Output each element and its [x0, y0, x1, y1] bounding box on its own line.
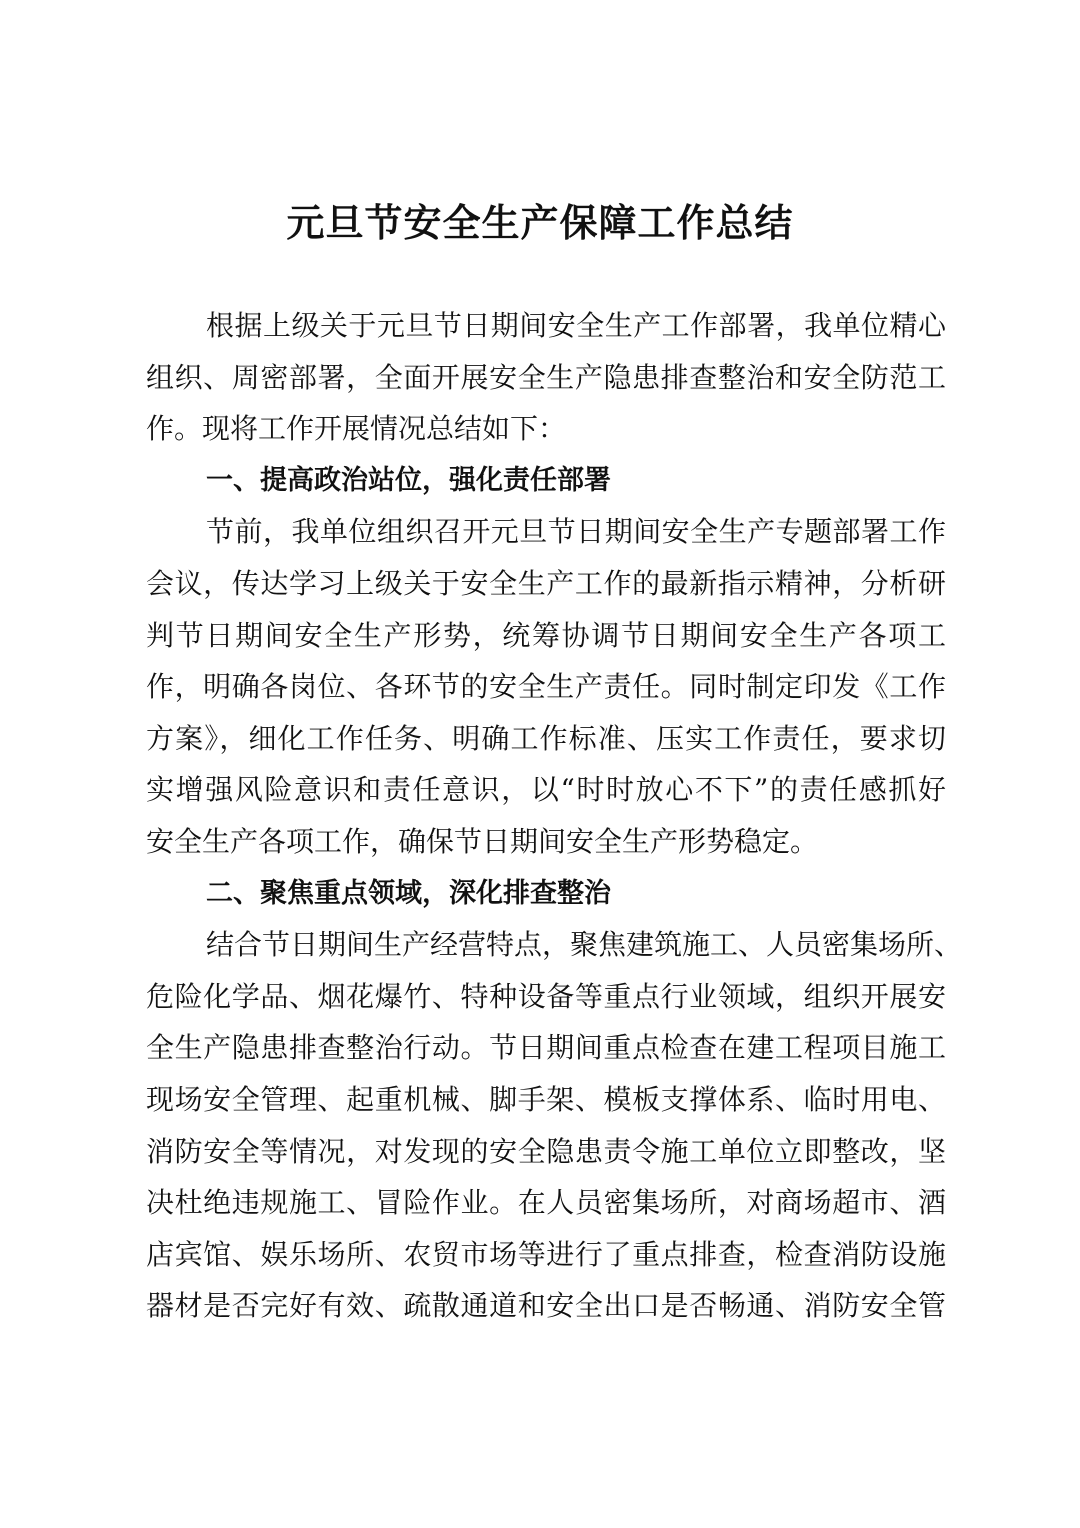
paragraph-line: 根据上级关于元旦节日期间安全生产工作部署，我单位精心 [206, 309, 946, 342]
section-heading-1: 一、提高政治站位，强化责任部署 [206, 464, 611, 496]
paragraph-line: 决杜绝违规施工、冒险作业。在人员密集场所，对商场超市、酒 [146, 1186, 946, 1220]
paragraph-line: 组织、周密部署，全面开展安全生产隐患排查整治和安全防范工 [146, 360, 946, 394]
section-heading-2: 二、聚焦重点领域，深化排查整治 [206, 877, 611, 909]
paragraph-line: 实增强风险意识和责任意识，以“时时放心不下”的责任感抓好 [146, 773, 946, 807]
paragraph-line: 方案》，细化工作任务、明确工作标准、压实工作责任，要求切 [146, 721, 946, 755]
paragraph-line: 作，明确各岗位、各环节的安全生产责任。同时制定印发《工作 [146, 670, 946, 704]
document-title: 元旦节安全生产保障工作总结 [286, 200, 794, 245]
paragraph-line: 安全生产各项工作，确保节日期间安全生产形势稳定。 [146, 824, 819, 858]
paragraph-line: 全生产隐患排查整治行动。节日期间重点检查在建工程项目施工 [146, 1031, 946, 1065]
paragraph-line: 会议，传达学习上级关于安全生产工作的最新指示精神，分析研 [146, 566, 946, 600]
paragraph-line: 消防安全等情况，对发现的安全隐患责令施工单位立即整改，坚 [146, 1134, 946, 1168]
paragraph-line: 结合节日期间生产经营特点，聚焦建筑施工、人员密集场所、 [206, 928, 963, 962]
paragraph-line: 现场安全管理、起重机械、脚手架、模板支撑体系、临时用电、 [146, 1082, 946, 1116]
paragraph-line: 店宾馆、娱乐场所、农贸市场等进行了重点排查，检查消防设施 [146, 1237, 946, 1271]
paragraph-line: 判节日期间安全生产形势，统筹协调节日期间安全生产各项工 [146, 618, 946, 652]
paragraph-line: 危险化学品、烟花爆竹、特种设备等重点行业领域，组织开展安 [146, 979, 946, 1013]
paragraph-line: 节前，我单位组织召开元旦节日期间安全生产专题部署工作 [206, 515, 946, 549]
paragraph-line: 作。现将工作开展情况总结如下： [146, 412, 567, 446]
paragraph-line: 器材是否完好有效、疏散通道和安全出口是否畅通、消防安全管 [146, 1289, 946, 1323]
document-body [146, 300, 963, 1332]
